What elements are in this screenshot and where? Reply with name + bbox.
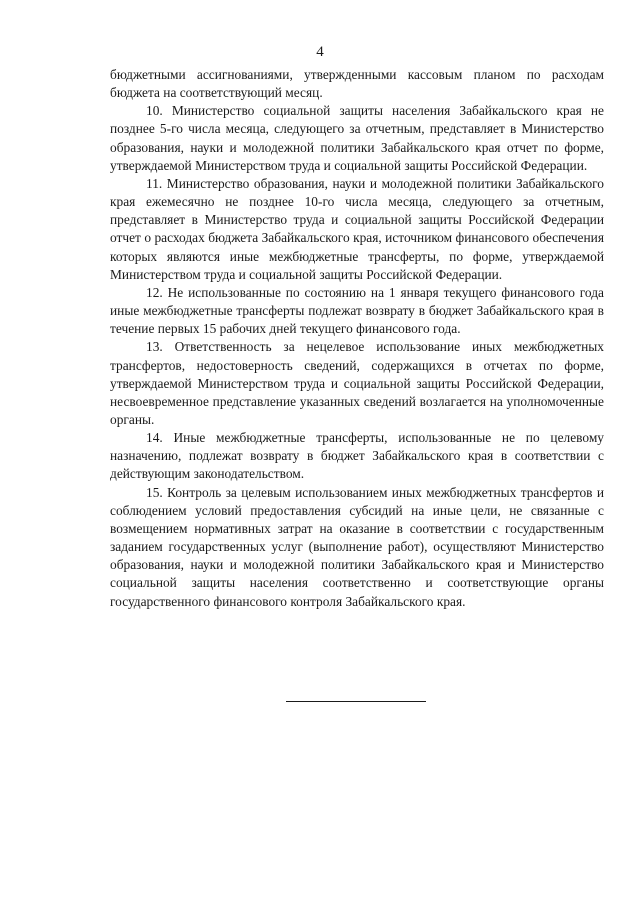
paragraph-11: 11. Министерство образования, науки и молодежной политики Забайкальского края ежемесячно не позднее 10-го числа месяца, следующего за отчетным, представляет в Министерство труда и социальной защиты Российской Федерации отчет о расходах бюджета Забайкальского края, источником финансового обеспечения которых являются иные межбюджетные трансферты, по форме, утверждаемой Министерством труда и социальной защиты Российской Федерации.	[110, 175, 604, 282]
end-of-document-rule	[286, 701, 426, 702]
paragraph-15: 15. Контроль за целевым использованием иных межбюджетных трансфертов и соблюдением условий предоставления субсидий на иные цели, не связанные с возмещением нормативных затрат на оказание в соответствии с государственным заданием государственных услуг (выполнение работ), осуществляют Министерство образования, науки и молодежной политики Забайкальского края и Министерство социальной защиты населения соответственно и соответствующие органы государственного финансового контроля Забайкальского края.	[110, 484, 604, 609]
paragraph-13: 13. Ответственность за нецелевое использование иных межбюджетных трансфертов, недостоверность сведений, содержащихся в отчетах по форме, утверждаемой Министерством труда и социальной защиты Российской Федерации, несвоевременное представление указанных сведений возлагается на уполномоченные органы.	[110, 339, 604, 427]
page-number: 4	[316, 44, 324, 60]
document-body	[110, 66, 604, 611]
paragraph-continuation: бюджетными ассигнованиями, утвержденными кассовым планом по расходам бюджета на соответствующий месяц.	[110, 67, 604, 101]
paragraph-12: 12. Не использованные по состоянию на 1 января текущего финансового года иные межбюджетные трансферты подлежат возврату в бюджет Забайкальского края в течение первых 15 рабочих дней текущего финансового года.	[110, 284, 604, 337]
paragraph-14: 14. Иные межбюджетные трансферты, использованные не по целевому назначению, подлежат возврату в бюджет Забайкальского края в соответствии с действующим законодательством.	[110, 430, 604, 482]
paragraph-10: 10. Министерство социальной защиты населения Забайкальского края не позднее 5-го числа месяца, следующего за отчетным, представляет в Министерство образования, науки и молодежной политики Забайкальского края отчет по форме, утверждаемой Министерством труда и социальной защиты Российской Федерации.	[110, 103, 604, 173]
